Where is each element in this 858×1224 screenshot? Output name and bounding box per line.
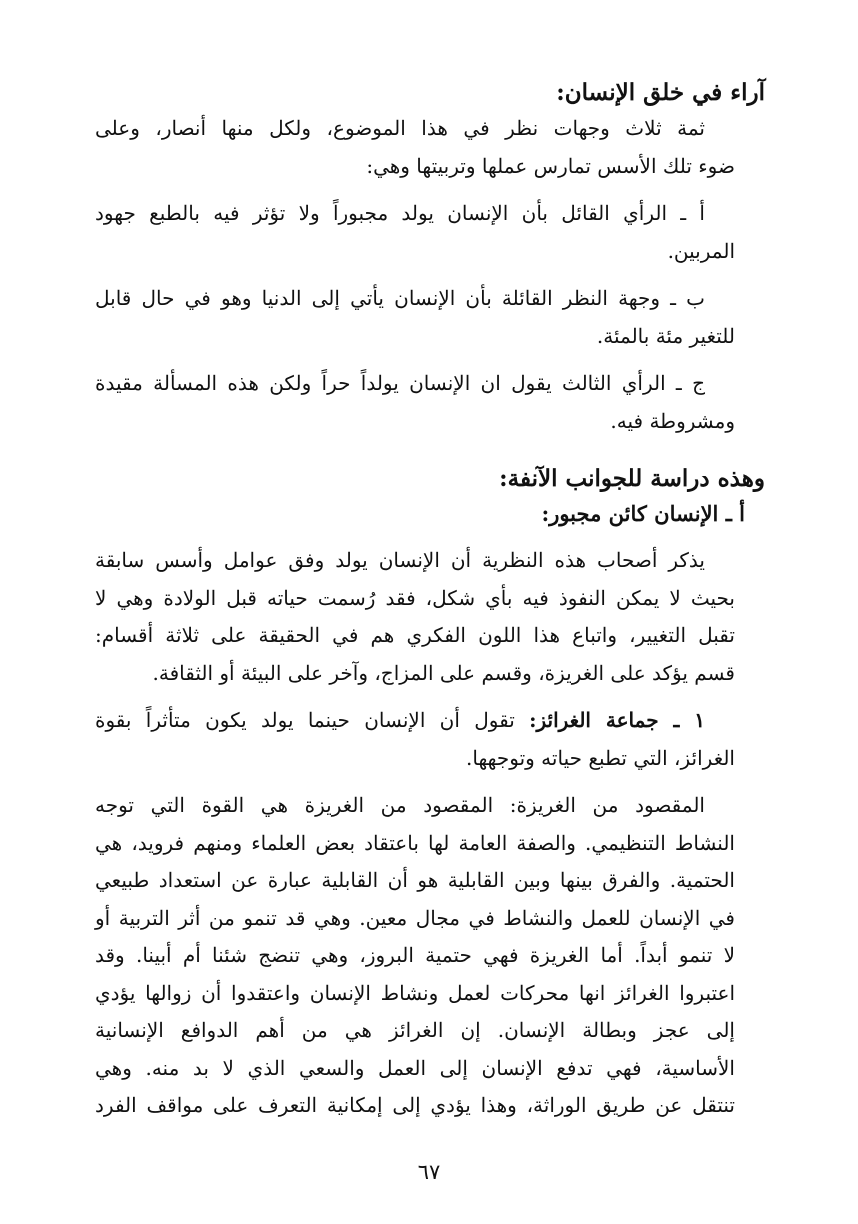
- instinct-group-paragraph: [95, 702, 765, 777]
- text-line: ثمة ثلاث وجهات نظر في هذا الموضوع، ولكل منها أنصار، وعلى: [95, 116, 705, 140]
- instinct-definition-paragraph: [95, 787, 765, 1125]
- section-heading-views-on-creation: آراء في خلق الإنسان:: [556, 79, 765, 106]
- text-line: للتغير مئة بالمئة.: [596, 323, 735, 348]
- text-line: اعتبروا الغرائز انها محركات لعمل ونشاط الإنسان واعتقدوا أن زوالها يؤدي: [95, 980, 735, 1005]
- theory-paragraph: [95, 542, 765, 692]
- text-line: ب ـ وجهة النظر القائلة بأن الإنسان يأتي إلى الدنيا وهو في حال قابل: [95, 286, 705, 310]
- text-line: ومشروطة فيه.: [610, 408, 735, 433]
- view-item-a: [95, 195, 765, 270]
- text-line: النشاط التنظيمي. والصفة العامة لها باعتقاد بعض العلماء ومنهم فرويد، هي: [95, 830, 735, 855]
- text-line: أ ـ الرأي القائل بأن الإنسان يولد مجبوراً ولا تؤثر فيه بالطبع جهود: [95, 201, 705, 225]
- text-line: المقصود من الغريزة: المقصود من الغريزة هي القوة التي توجه: [95, 793, 705, 817]
- text-line: المربين.: [667, 238, 735, 263]
- text-line: الحتمية. والفرق بينها وبين القابلية هو أن القابلية عبارة عن استعداد طبيعي: [95, 868, 735, 892]
- view-item-c: [95, 365, 765, 440]
- text-line: إلى عجز وبطالة الإنسان. إن الغرائز هي من أهم الدوافع الإنسانية: [95, 1018, 735, 1042]
- subheading-determined-human: أ ـ الإنسان كائن مجبور:: [541, 501, 745, 526]
- text-line: يذكر أصحاب هذه النظرية أن الإنسان يولد وفق عوامل وأسس سابقة: [95, 548, 705, 572]
- text-line: الأساسية، فهي تدفع الإنسان إلى العمل والسعي الذي لا بد منه. وهي: [95, 1055, 735, 1080]
- text-line: تقبل التغيير، واتباع هذا اللون الفكري هم في الحقيقة على ثلاثة أقسام:: [95, 623, 735, 647]
- text-line: تنتقل عن طريق الوراثة، وهذا يؤدي إلى إمكانية التعرف على مواقف الفرد: [95, 1093, 735, 1117]
- text-line: [95, 702, 765, 740]
- text-line: بحيث لا يمكن النفوذ فيه بأي شكل، فقد رُسمت حياته قبل الولادة وهي لا: [95, 585, 735, 610]
- book-page: [95, 76, 765, 1125]
- text-line: ج ـ الرأي الثالث يقول ان الإنسان يولداً حراً ولكن هذه المسألة مقيدة: [95, 371, 705, 395]
- instinct-group-label: ١ ـ جماعة الغرائز:: [529, 708, 705, 732]
- text-fragment: تقول أن الإنسان حينما يولد يكون متأثراً بقوة: [95, 708, 530, 732]
- view-item-b: [95, 280, 765, 355]
- text-line: لا تنمو أبداً. أما الغريزة فهي حتمية البروز، وهي تنضج شئنا أم أبينا. وقد: [95, 943, 735, 967]
- page-number: ٦٧: [417, 1160, 441, 1184]
- text-line: ضوء تلك الأسس تمارس عملها وتربيتها وهي:: [366, 153, 735, 178]
- text-line: قسم يؤكد على الغريزة، وقسم على المزاج، وآخر على البيئة أو الثقافة.: [152, 660, 735, 685]
- intro-paragraph: [95, 110, 765, 185]
- text-line: في الإنسان للعمل والنشاط في مجال معين. وهي قد تنمو من أثر التربية أو: [95, 905, 735, 930]
- text-line: الغرائز، التي تطبع حياته وتوجهها.: [466, 745, 735, 770]
- section-heading-study: وهذه دراسة للجوانب الآنفة:: [499, 465, 765, 492]
